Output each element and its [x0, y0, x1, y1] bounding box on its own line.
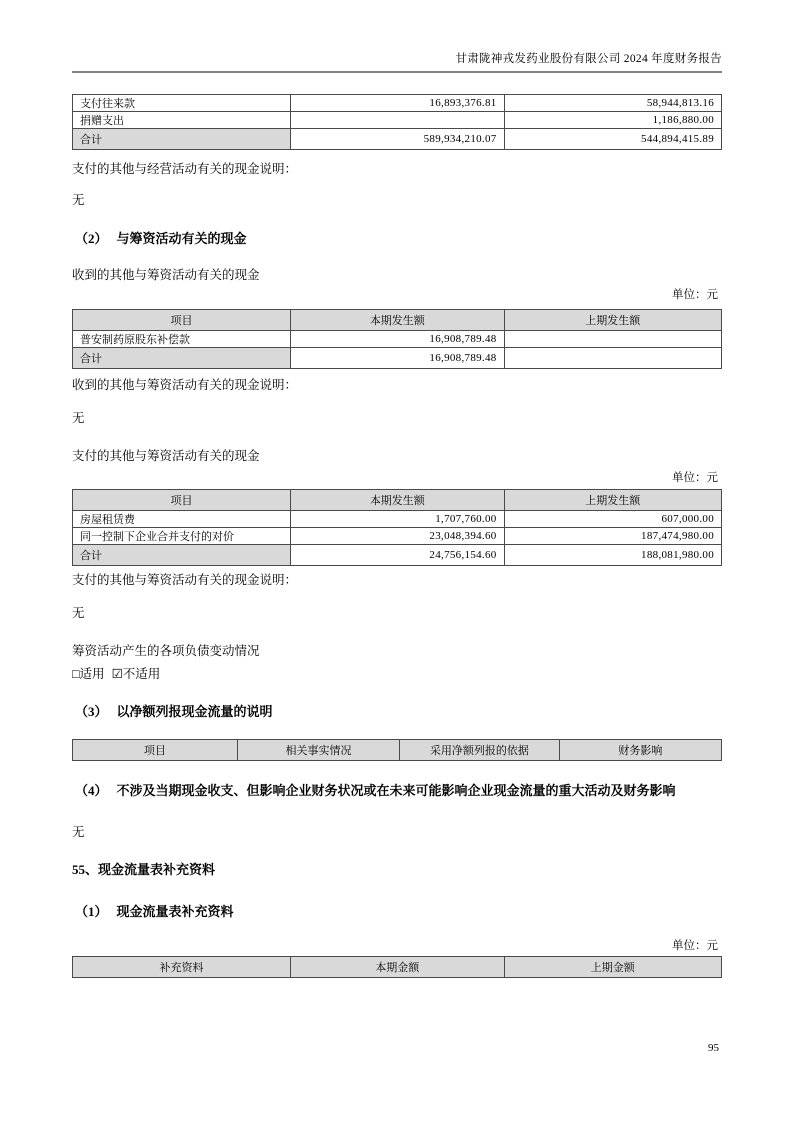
applicability-line — [72, 667, 722, 682]
cell-current: 1,707,760.00 — [291, 511, 505, 528]
page-number: 95 — [708, 1042, 719, 1054]
fin-received-note: 收到的其他与筹资活动有关的现金说明： — [72, 378, 298, 392]
col-header-current: 本期发生额 — [291, 310, 505, 331]
cell-prior: 58,944,813.16 — [504, 95, 721, 112]
cell-prior — [504, 331, 721, 348]
checkbox-unchecked-applicable: □适用 — [72, 667, 105, 681]
col-header-basis: 采用净额列报的依据 — [400, 740, 560, 761]
heading-55-supplementary: 55、现金流量表补充资料 — [72, 862, 216, 877]
unit-label: 单位：元 — [672, 940, 718, 952]
heading-title: 现金流量表补充资料 — [116, 904, 234, 919]
cell-total-label: 合计 — [73, 545, 291, 566]
liability-changes-caption: 筹资活动产生的各项负债变动情况 — [72, 644, 260, 658]
table-row — [73, 112, 722, 129]
heading-title: 与筹资活动有关的现金 — [116, 231, 247, 246]
cell-total-label: 合计 — [73, 129, 291, 150]
col-header-item: 项目 — [73, 740, 238, 761]
cell-prior: 187,474,980.00 — [504, 528, 721, 545]
unit-label: 单位：元 — [672, 289, 718, 301]
cell-prior — [504, 348, 721, 369]
cell-total-label: 合计 — [73, 348, 291, 369]
table-row — [73, 95, 722, 112]
table-row — [73, 331, 722, 348]
table-header-row — [73, 740, 722, 761]
cell-item: 支付往来款 — [73, 95, 291, 112]
col-header-prior: 上期发生额 — [504, 310, 721, 331]
fin-received-table — [72, 309, 722, 369]
table-row — [73, 528, 722, 545]
table-total-row — [73, 129, 722, 150]
heading-number: （3） — [75, 704, 108, 719]
cell-item: 普安制药原股东补偿款 — [73, 331, 291, 348]
heading-net-presentation — [72, 703, 722, 721]
heading-title: 不涉及当期现金收支、但影响企业财务状况或在未来可能影响企业现金流量的重大活动及财务影响 — [116, 783, 676, 798]
supplement-table — [72, 956, 722, 978]
cell-current: 16,908,789.48 — [291, 331, 505, 348]
cell-prior: 1,186,880.00 — [504, 112, 721, 129]
fin-paid-table — [72, 489, 722, 566]
heading-number: （4） — [75, 783, 108, 798]
cell-item: 房屋租赁费 — [73, 511, 291, 528]
table-header-row — [73, 490, 722, 511]
col-header-prior: 上期发生额 — [504, 490, 721, 511]
fin-paid-caption: 支付的其他与筹资活动有关的现金 — [72, 449, 260, 463]
table-header-row — [73, 957, 722, 978]
col-header-impact: 财务影响 — [559, 740, 721, 761]
cell-prior: 188,081,980.00 — [504, 545, 721, 566]
ops-other-note: 支付的其他与经营活动有关的现金说明： — [72, 162, 298, 176]
col-header-supplement: 补充资料 — [73, 957, 291, 978]
none-text: 无 — [72, 193, 85, 207]
cell-current: 16,908,789.48 — [291, 348, 505, 369]
cell-item: 同一控制下企业合并支付的对价 — [73, 528, 291, 545]
fin-paid-note: 支付的其他与筹资活动有关的现金说明： — [72, 573, 298, 587]
cell-prior: 544,894,415.89 — [504, 129, 721, 150]
table-row — [73, 511, 722, 528]
unit-label: 单位：元 — [672, 472, 718, 484]
heading-major-activities — [72, 781, 722, 800]
cell-current: 23,048,394.60 — [291, 528, 505, 545]
col-header-prior: 上期金额 — [504, 957, 721, 978]
cell-current — [291, 112, 505, 129]
cell-current: 16,893,376.81 — [291, 95, 505, 112]
document-header-title: 甘肃陇神戎发药业股份有限公司 2024 年度财务报告 — [455, 53, 722, 65]
col-header-item: 项目 — [73, 310, 291, 331]
table-total-row — [73, 348, 722, 369]
heading-number: （2） — [75, 231, 108, 246]
table-header-row — [73, 310, 722, 331]
header-rule — [72, 71, 722, 73]
col-header-current: 本期发生额 — [291, 490, 505, 511]
net-basis-table — [72, 739, 722, 761]
col-header-item: 项目 — [73, 490, 291, 511]
heading-supplementary-sub — [72, 903, 722, 921]
heading-number: （1） — [75, 904, 108, 919]
none-text: 无 — [72, 606, 85, 620]
heading-financing-cash — [72, 230, 722, 248]
checkbox-checked-not-applicable: ☑不适用 — [111, 667, 161, 681]
col-header-current: 本期金额 — [291, 957, 505, 978]
heading-title: 以净额列报现金流量的说明 — [116, 704, 273, 719]
cell-item: 捐赠支出 — [73, 112, 291, 129]
fin-received-caption: 收到的其他与筹资活动有关的现金 — [72, 268, 260, 282]
cell-current: 589,934,210.07 — [291, 129, 505, 150]
ops-other-cash-table — [72, 94, 722, 150]
table-total-row — [73, 545, 722, 566]
cell-prior: 607,000.00 — [504, 511, 721, 528]
cell-current: 24,756,154.60 — [291, 545, 505, 566]
none-text: 无 — [72, 825, 85, 839]
col-header-facts: 相关事实情况 — [237, 740, 399, 761]
none-text: 无 — [72, 411, 85, 425]
